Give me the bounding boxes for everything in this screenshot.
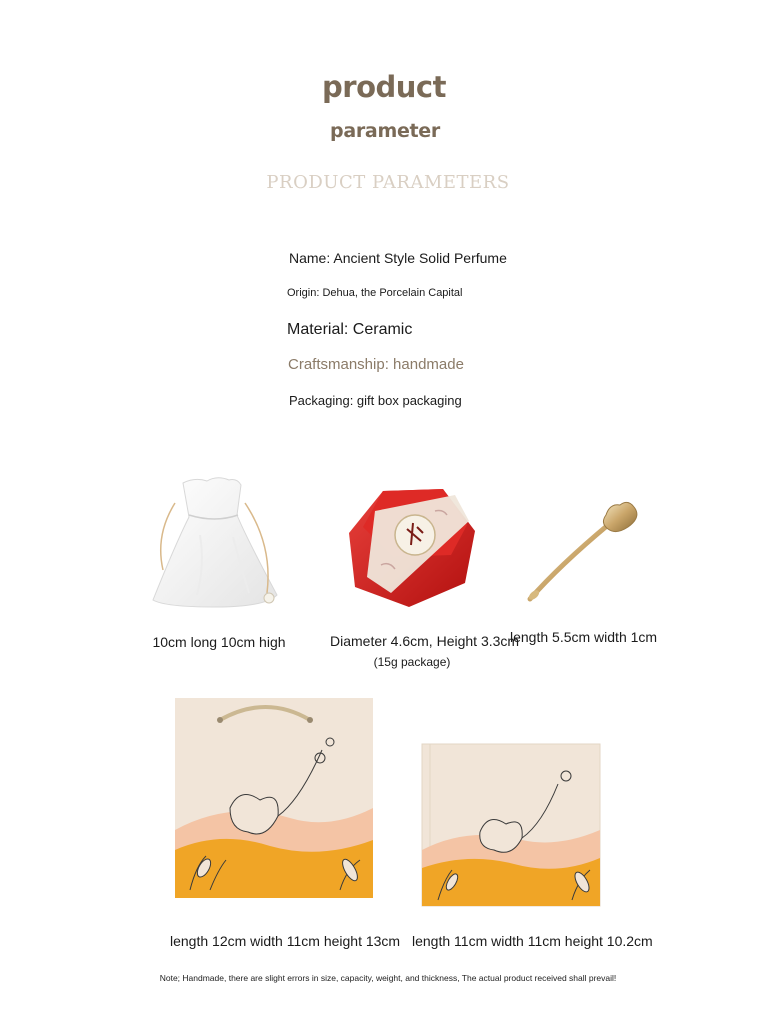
spec-material: Material: Ceramic [287, 321, 413, 338]
spoon-image [520, 495, 645, 605]
pouch-caption: 10cm long 10cm high [152, 634, 286, 650]
gift-box-image [418, 740, 603, 910]
spec-packaging: Packaging: gift box packaging [289, 393, 462, 408]
pouch-image [145, 475, 290, 615]
spec-craftsmanship: Craftsmanship: handmade [288, 356, 464, 373]
spec-name: Name: Ancient Style Solid Perfume [289, 250, 507, 266]
spoon-caption: length 5.5cm width 1cm [510, 629, 658, 645]
gift-box-caption: length 11cm width 11cm height 10.2cm [412, 933, 653, 949]
footer-note: Note; Handmade, there are slight errors in size, capacity, weight, and thickness, The actual product received shall prevail! [159, 973, 617, 983]
gift-bag-caption: length 12cm width 11cm height 13cm [170, 933, 401, 949]
english-title: PRODUCT PARAMETERS [266, 172, 510, 193]
gift-bag-image [170, 690, 380, 905]
page-title: product [322, 70, 446, 104]
jar-image [345, 485, 480, 610]
page-subtitle: parameter [330, 120, 440, 142]
spec-origin: Origin: Dehua, the Porcelain Capital [287, 287, 463, 299]
jar-caption: Diameter 4.6cm, Height 3.3cm [330, 633, 520, 649]
jar-weight-note: (15g package) [373, 655, 451, 669]
